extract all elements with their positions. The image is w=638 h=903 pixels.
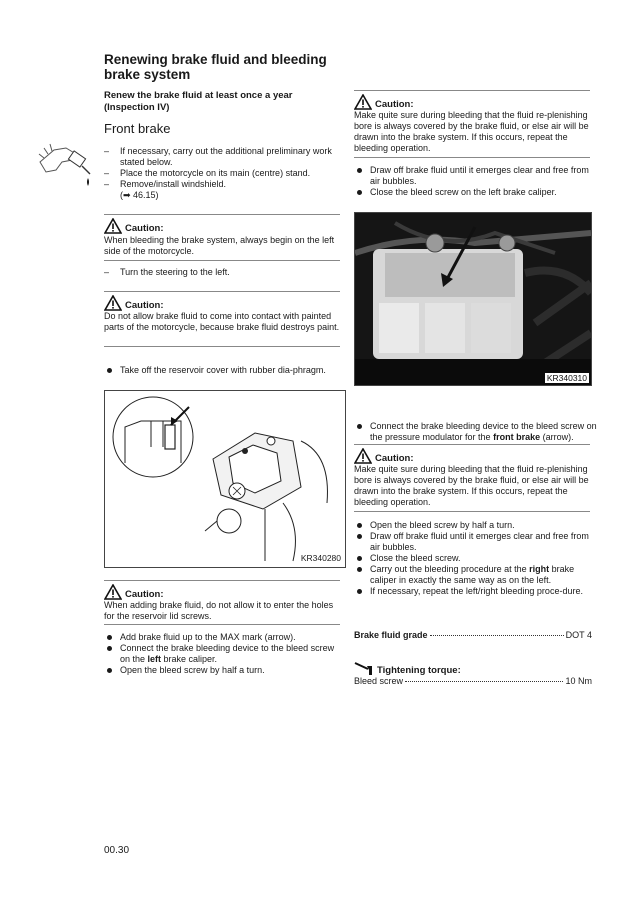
divider <box>354 90 590 91</box>
caution-heading <box>104 218 164 234</box>
spec-label: Brake fluid grade <box>354 630 428 640</box>
figure-reservoir <box>104 390 346 568</box>
figure-label: KR340280 <box>300 553 341 563</box>
divider <box>104 624 340 625</box>
spec-bleed-screw <box>354 676 592 686</box>
page-title: Renewing brake fluid and bleeding brake system <box>104 52 327 82</box>
caution-text: When adding brake fluid, do not allow it to enter the holes for the reservoir lid screws. <box>104 600 334 621</box>
step-item: Carry out the bleeding procedure at the right brake caliper in exactly the same way as on the left. <box>354 564 594 586</box>
caution-text: Do not allow brake fluid to come into contact with painted parts of the motorcycle, because brake fluid destroys paint. <box>104 311 340 332</box>
step-item: Draw off brake fluid until it emerges clear and free from air bubbles. <box>354 165 594 187</box>
prelim-item: – Remove/install windshield. <box>104 179 340 190</box>
caution-text: Make quite sure during bleeding that the fluid re-plenishing bore is always covered by the brake fluid, or else air will be drawn into the brake system. If this occurs, repeat the bleeding operation. <box>354 464 589 507</box>
spec-label: Bleed screw <box>354 676 404 686</box>
step-item: Close the bleed screw on the left brake caliper. <box>354 187 594 198</box>
caution-label: Caution: <box>125 300 164 311</box>
left-steps <box>104 632 344 676</box>
prelim-ref: (➡ 46.15) <box>120 190 159 200</box>
step-item: Close the bleed screw. <box>354 553 594 564</box>
divider <box>354 511 590 512</box>
step-item: If necessary, repeat the left/right bleeding proce-dure. <box>354 586 594 597</box>
prelim-list <box>104 146 340 201</box>
divider <box>354 444 590 445</box>
step-item: Open the bleed screw by half a turn. <box>354 520 594 531</box>
warning-icon <box>354 94 372 110</box>
caution-heading <box>104 295 164 311</box>
warning-icon <box>354 448 372 464</box>
step-item: Open the bleed screw by half a turn. <box>104 665 344 676</box>
step-item: Add brake fluid up to the MAX mark (arrow). <box>104 632 344 643</box>
pressure-modulator-photo <box>355 213 591 385</box>
step-item: Draw off brake fluid until it emerges clear and free from air bubbles. <box>354 531 594 553</box>
caution-label: Caution: <box>375 99 414 110</box>
caution-label: Caution: <box>125 589 164 600</box>
spec-brake-fluid-grade <box>354 630 592 640</box>
prelim-item: – If necessary, carry out the additional preliminary work stated below. <box>104 146 340 168</box>
caution-label: Caution: <box>375 453 414 464</box>
step-connect-modulator: Connect the brake bleeding device to the bleed screw on the pressure modulator for the front brake (arrow). <box>354 421 608 443</box>
divider <box>104 260 340 261</box>
warning-icon <box>104 218 122 234</box>
reservoir-drawing <box>105 391 345 567</box>
caution-heading <box>104 584 164 600</box>
right-steps-2 <box>354 520 594 597</box>
step-item: Connect the brake bleeding device to the bleed screw on the left brake caliper. <box>104 643 344 665</box>
divider <box>104 214 340 215</box>
step-reservoir-cover: Take off the reservoir cover with rubber dia-phragm. <box>104 365 342 376</box>
caution-text: Make quite sure during bleeding that the fluid re-plenishing bore is always covered by the brake fluid, or else air will be drawn into the brake system. If this occurs, repeat the bleeding operation. <box>354 110 589 153</box>
workshop-hand-icon <box>36 140 98 190</box>
caution-label: Caution: <box>125 223 164 234</box>
spec-value: DOT 4 <box>565 630 592 640</box>
prelim-item: – Place the motorcycle on its main (centre) stand. <box>104 168 340 179</box>
step-turn-steering: – Turn the steering to the left. <box>104 267 340 278</box>
caution-heading <box>354 94 414 110</box>
torque-label: Tightening torque: <box>377 665 461 676</box>
caution-text: When bleeding the brake system, always begin on the left side of the motorcycle. <box>104 235 335 256</box>
divider <box>104 346 340 347</box>
wrench-icon <box>354 660 374 676</box>
section-heading: Front brake <box>104 121 171 136</box>
torque-heading <box>354 660 461 676</box>
caution-heading <box>354 448 414 464</box>
divider <box>104 291 340 292</box>
figure-pressure-modulator <box>354 212 592 386</box>
page-subtitle: Renew the brake fluid at least once a year (Inspection IV) <box>104 90 293 113</box>
spec-value: 10 Nm <box>565 676 592 686</box>
warning-icon <box>104 295 122 311</box>
right-steps <box>354 165 594 198</box>
warning-icon <box>104 584 122 600</box>
page-number: 00.30 <box>104 845 130 856</box>
divider <box>104 580 340 581</box>
divider <box>354 157 590 158</box>
figure-label: KR340310 <box>546 373 587 383</box>
